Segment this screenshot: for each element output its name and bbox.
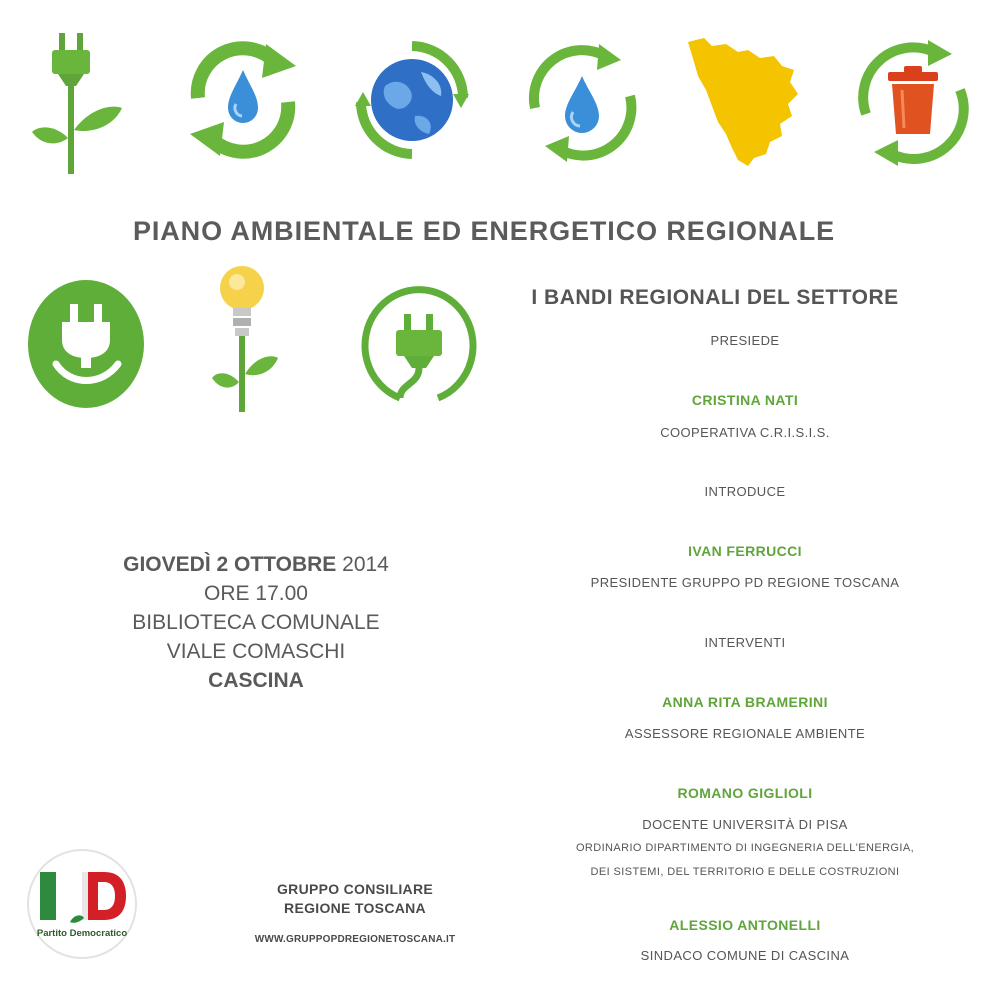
plug-cord-icon	[360, 280, 478, 410]
event-year: 2014	[342, 553, 389, 576]
introduce-label: INTRODUCE	[704, 484, 786, 499]
speaker-role-detail: DEI SISTEMI, DEL TERRITORIO E DELLE COSTRUZIONI	[590, 866, 900, 878]
speaker-name: ALESSIO ANTONELLI	[669, 917, 821, 933]
speaker-name: ROMANO GIGLIOLI	[677, 785, 813, 801]
globe-recycle-icon	[355, 36, 470, 166]
organizer-line1: GRUPPO CONSILIARE	[276, 881, 433, 897]
organizer	[240, 880, 470, 945]
smiling-plug-icon	[26, 278, 146, 410]
water-drop-recycle-icon	[525, 38, 640, 168]
water-recycle-icon	[178, 38, 308, 163]
tuscany-map-icon	[682, 36, 802, 168]
event-time: ORE 17.00	[204, 582, 308, 605]
interventi-label: INTERVENTI	[704, 635, 786, 650]
page-title: PIANO AMBIENTALE ED ENERGETICO REGIONALE	[132, 216, 836, 246]
speaker-name: IVAN FERRUCCI	[688, 543, 802, 559]
event-city: CASCINA	[208, 669, 304, 692]
event-day: GIOVEDÌ 2 OTTOBRE	[123, 553, 337, 576]
pd-logo-caption: Partito Democratico	[36, 928, 128, 939]
organizer-line2: REGIONE TOSCANA	[284, 900, 426, 916]
trash-bin-recycle-icon	[852, 36, 972, 168]
speaker-role: ASSESSORE REGIONALE AMBIENTE	[624, 726, 866, 741]
subtitle: I BANDI REGIONALI DEL SETTORE	[531, 286, 899, 309]
event-details	[96, 550, 416, 695]
speaker-role: DOCENTE UNIVERSITÀ DI PISA	[642, 817, 848, 832]
speaker-role: PRESIDENTE GRUPPO PD REGIONE TOSCANA	[590, 575, 900, 590]
pd-logo-icon	[26, 848, 138, 960]
speaker-role: SINDACO COMUNE DI CASCINA	[640, 948, 850, 963]
lightbulb-plant-icon	[210, 262, 280, 414]
organizer-website[interactable]: WWW.GRUPPOPDREGIONETOSCANA.IT	[254, 934, 456, 945]
event-venue: BIBLIOTECA COMUNALE	[132, 611, 380, 634]
presiede-label: PRESIEDE	[710, 333, 780, 348]
event-street: VIALE COMASCHI	[166, 640, 346, 663]
speaker-role: COOPERATIVA C.R.I.S.I.S.	[660, 425, 830, 440]
speaker-name: ANNA RITA BRAMERINI	[662, 694, 828, 710]
speaker-role-detail: ORDINARIO DIPARTIMENTO DI INGEGNERIA DELL'ENERGIA,	[575, 842, 915, 854]
plug-plant-icon	[30, 28, 125, 178]
speaker-name: CRISTINA NATI	[691, 392, 799, 408]
